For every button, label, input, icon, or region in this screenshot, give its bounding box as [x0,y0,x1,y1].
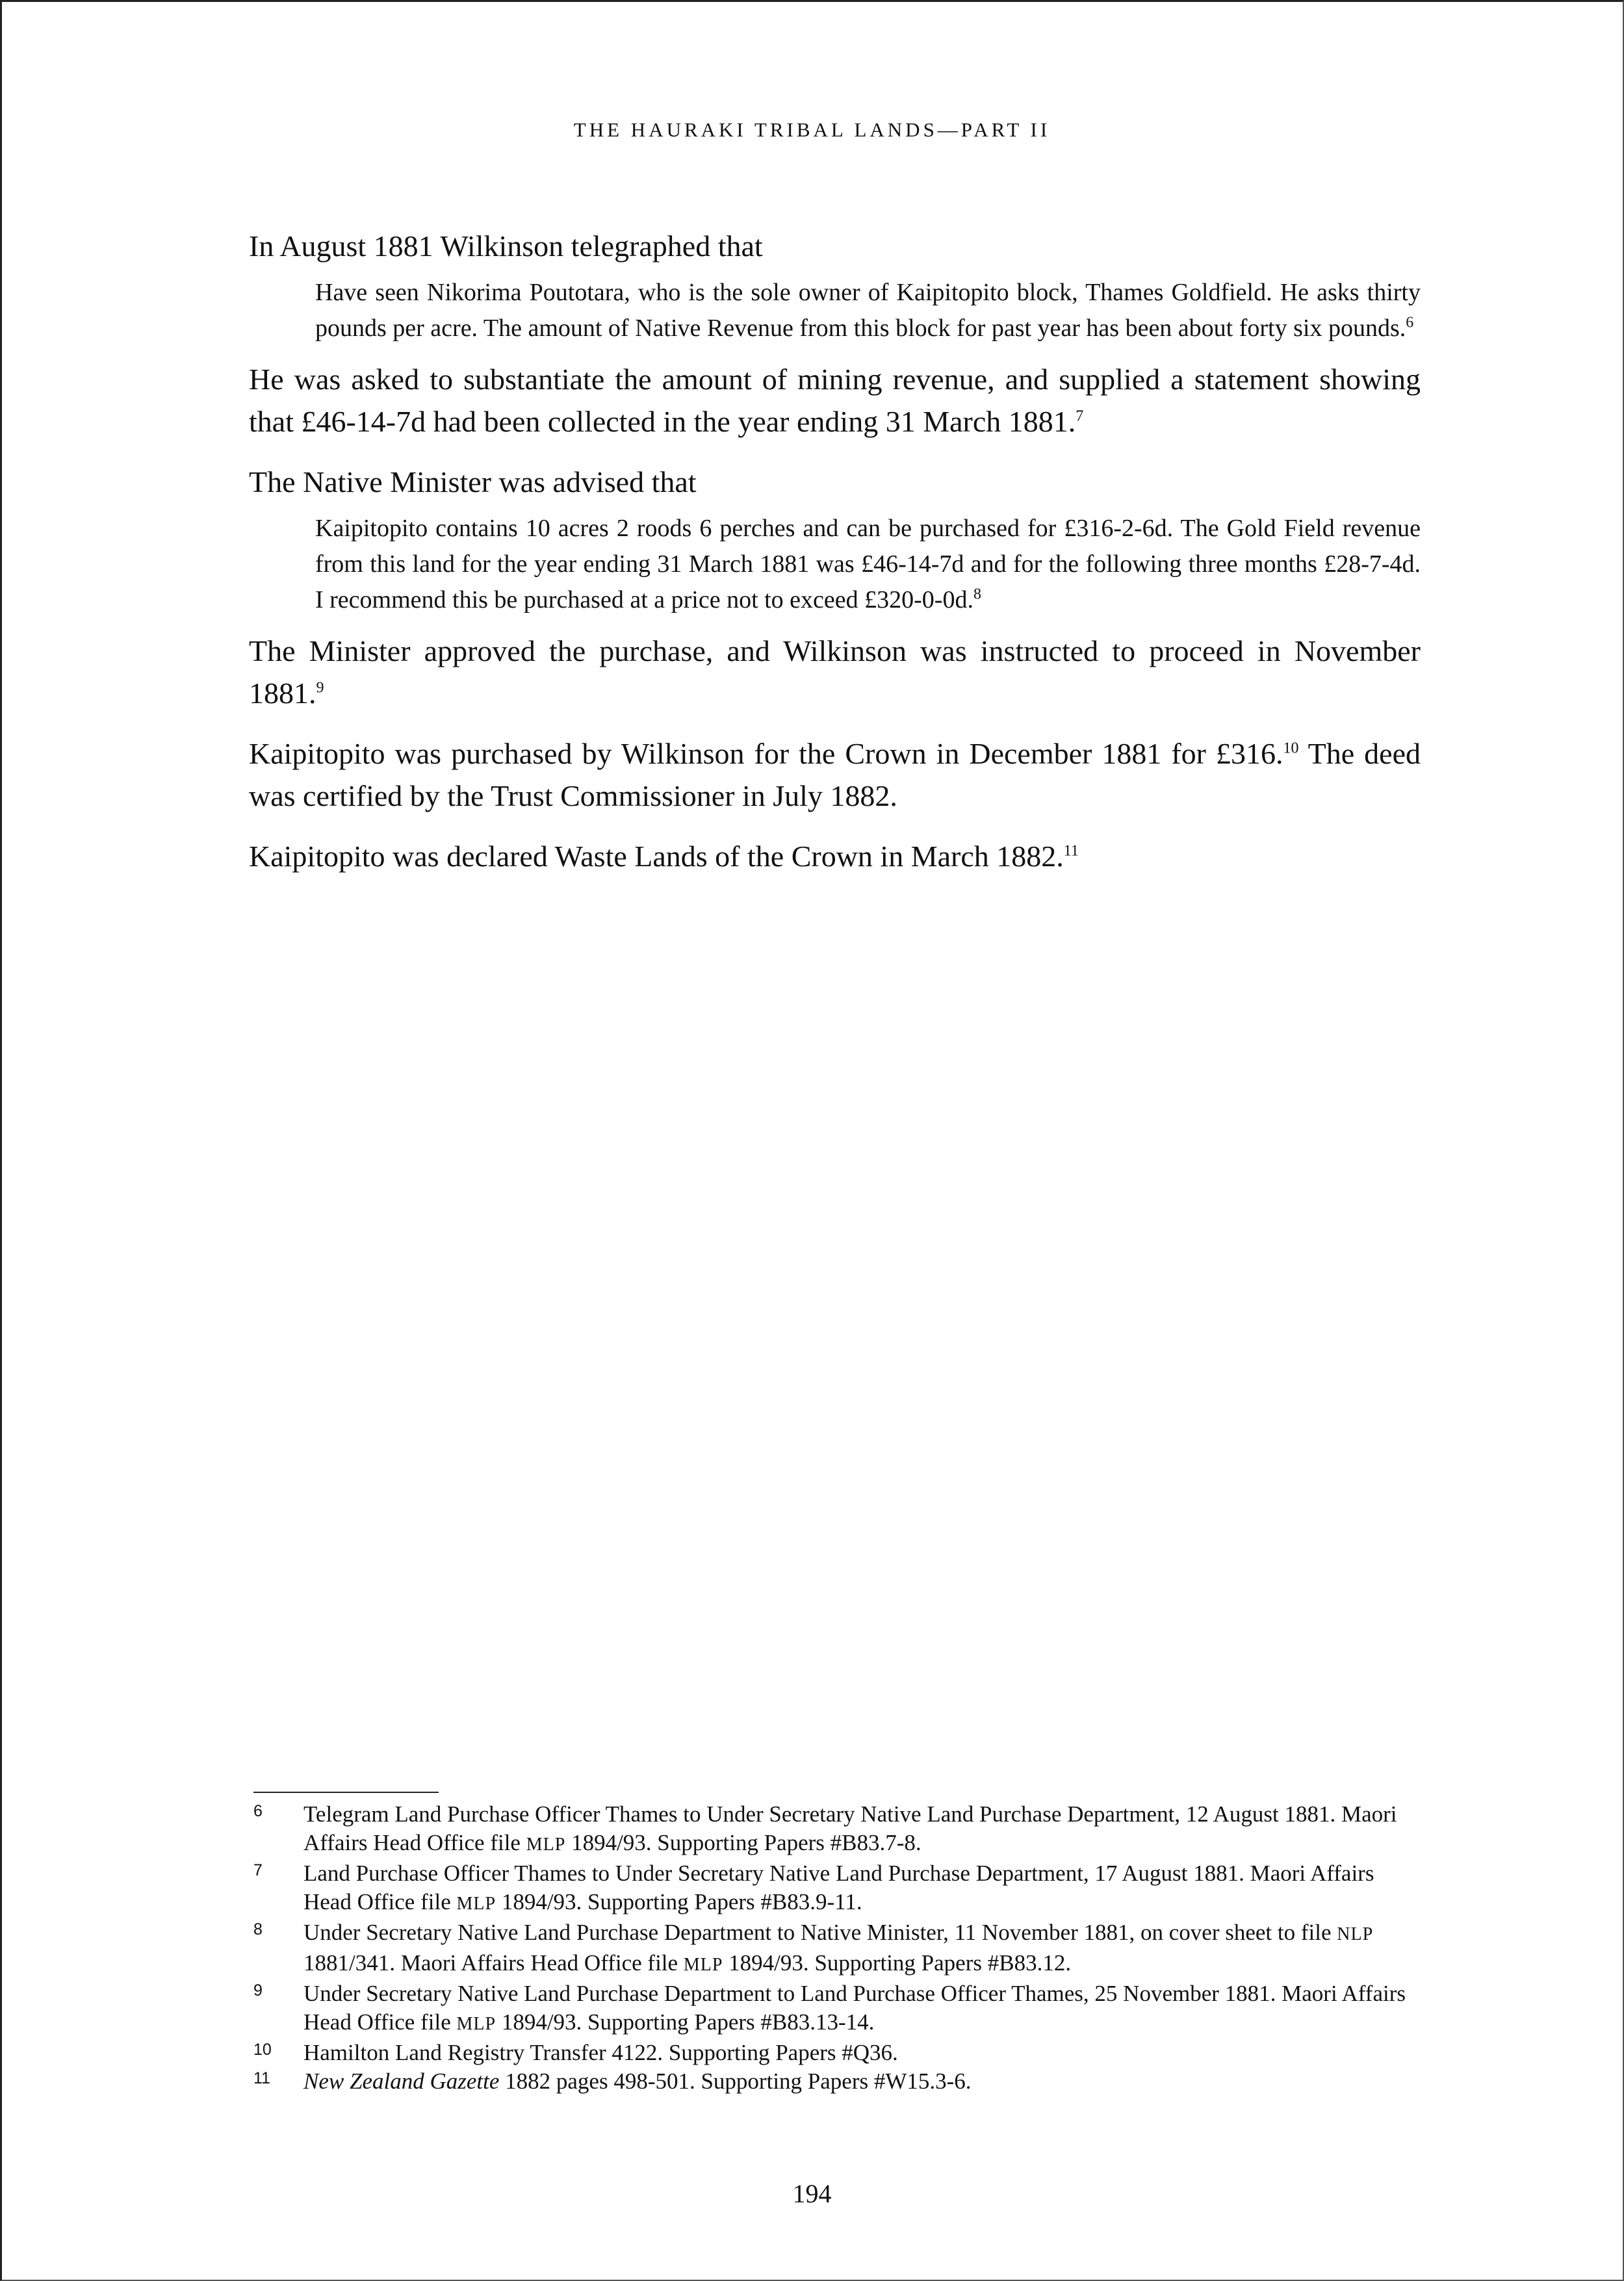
footnote-number: 10 [253,2041,272,2059]
footnote-10 [253,2039,1423,2067]
footnote-text [303,2067,1423,2096]
footnote-9 [253,1979,1423,2039]
page-number: 194 [792,2179,832,2208]
footnote-ref-11[interactable]: 11 [1063,842,1079,860]
paragraph-6 [249,835,1421,877]
footnote-text [303,1859,1423,1918]
footnote-text-part: 1882 pages 498-501. Supporting Papers #W15.3-6. [499,2068,972,2094]
footnote-text-part: 1881/341. Maori Affairs Head Office file [303,1950,684,1976]
footnote-number: 7 [253,1861,263,1879]
footnote-text-part: Telegram Land Purchase Officer Thames to Under Secretary Native Land Purchase Department, 12 August 1881. Maori Affairs Head Office file [303,1801,1397,1855]
footnote-6 [253,1800,1423,1859]
publication-title: New Zealand Gazette [303,2068,500,2094]
block-quote-2 [315,511,1421,618]
paragraph-5-text-a: Kaipitopito was purchased by Wilkinson for the Crown in December 1881 for £316. [249,737,1283,770]
footnote-divider [253,1792,439,1793]
block-quote-1 [315,275,1421,346]
file-code: NLP [1337,1924,1374,1944]
footnote-text-part: 1894/93. Supporting Papers #B83.9-11. [496,1889,862,1914]
paragraph-1 [249,225,1421,267]
footnote-number: 8 [253,1920,263,1939]
footnote-ref-6[interactable]: 6 [1406,314,1414,331]
footnote-text-part: 1894/93. Supporting Papers #B83.12. [723,1950,1072,1976]
file-code: MLP [683,1955,723,1975]
footnotes [253,1800,1423,2096]
block-quote-2-text: Kaipitopito contains 10 acres 2 roods 6 perches and can be purchased for £316-2-6d. The Gold Field revenue from this land for the year ending 31 March 1881 was £46-14-7d and for the following three months £28-7-4d. I recommend this be purchased at a price not to exceed £320-0-0d. [315,515,1421,613]
file-code: MLP [456,1894,496,1914]
footnote-text-part: Land Purchase Officer Thames to Under Secretary Native Land Purchase Department, 17 August 1881. Maori Affairs Head Office file [303,1861,1374,1914]
paragraph-4-text: The Minister approved the purchase, and Wilkinson was instructed to proceed in November 1881. [249,634,1421,710]
paragraph-4 [249,630,1421,714]
footnote-ref-8[interactable]: 8 [973,586,981,603]
paragraph-6-text: Kaipitopito was declared Waste Lands of the Crown in March 1882. [249,840,1064,873]
footnote-number: 6 [253,1802,263,1820]
footnote-ref-7[interactable]: 7 [1076,407,1084,425]
paragraph-5 [249,732,1421,817]
footnote-8 [253,1918,1423,1979]
footnote-text [303,1918,1423,1979]
footnote-text-part: Under Secretary Native Land Purchase Department to Land Purchase Officer Thames, 25 November 1881. Maori Affairs Head Office file [303,1981,1406,2035]
body-text [249,225,1421,896]
running-header: THE HAURAKI TRIBAL LANDS—PART II [573,118,1051,141]
footnote-number: 11 [253,2069,270,2087]
footnote-ref-9[interactable]: 9 [316,679,324,697]
footnote-text [303,2039,1423,2067]
footnote-11 [253,2067,1423,2096]
file-code: MLP [456,2014,496,2034]
paragraph-2-text: He was asked to substantiate the amount of mining revenue, and supplied a statement showing that £46-14-7d had been collected in the year ending 31 March 1881. [249,363,1421,438]
footnote-text [303,1979,1423,2039]
footnote-ref-10[interactable]: 10 [1283,740,1299,757]
footnote-text-part: Under Secretary Native Land Purchase Department to Native Minister, 11 November 1881, on cover sheet to file [303,1920,1337,1945]
footnote-text-part: Hamilton Land Registry Transfer 4122. Supporting Papers #Q36. [303,2040,898,2065]
paragraph-2 [249,358,1421,443]
footnote-text-part: 1894/93. Supporting Papers #B83.7-8. [565,1830,922,1855]
footnote-text-part: 1894/93. Supporting Papers #B83.13-14. [496,2009,875,2035]
paragraph-3-text: The Native Minister was advised that [249,465,697,498]
file-code: MLP [526,1835,566,1855]
footnote-number: 9 [253,1981,263,2000]
footnote-7 [253,1859,1423,1918]
paragraph-5-text-b: The deed was certified by the Trust Commissioner in July 1882. [249,737,1421,812]
paragraph-3 [249,461,1421,503]
paragraph-1-text: In August 1881 Wilkinson telegraphed that [249,229,763,263]
block-quote-1-text: Have seen Nikorima Poutotara, who is the sole owner of Kaipitopito block, Thames Goldfield. He asks thirty pounds per acre. The amount of Native Revenue from this block for past year has been about forty six pounds. [315,279,1421,342]
footnote-text [303,1800,1423,1859]
